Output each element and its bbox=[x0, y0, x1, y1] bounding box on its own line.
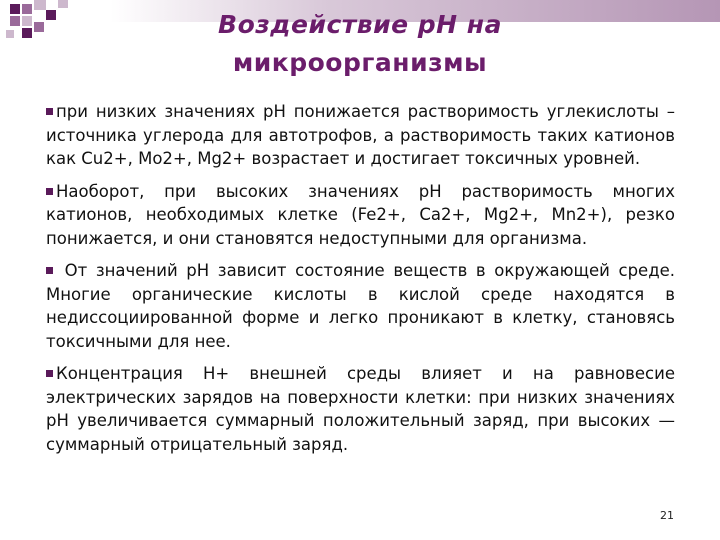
square-bullet-icon bbox=[46, 188, 53, 195]
paragraph-text: при низких значениях рН понижается растворимость углекислоты – источника углерода для автотрофов, а растворимость таких катионов как Cu2+, Mo2+, Mg2+ возрастает и достигает токсичных уровней. bbox=[46, 102, 675, 168]
bullet-paragraph bbox=[46, 100, 675, 171]
paragraph-text: Концентрация Н+ внешней среды влияет и на равновесие электрических зарядов на поверхности клетки: при низких значениях рН увеличивается суммарный положительный заряд, при высоких — суммарный отрицательный заряд. bbox=[46, 364, 675, 454]
square-bullet-icon bbox=[46, 108, 53, 115]
slide-title bbox=[0, 6, 720, 82]
bullet-paragraph bbox=[46, 259, 675, 353]
title-line-1: Воздействие рН на bbox=[218, 10, 502, 39]
square-bullet-icon bbox=[46, 370, 53, 377]
bullet-paragraph bbox=[46, 362, 675, 456]
page-number: 21 bbox=[660, 509, 674, 522]
title-line-2: микроорганизмы bbox=[232, 48, 488, 77]
bullet-list bbox=[46, 100, 675, 465]
bullet-paragraph bbox=[46, 180, 675, 251]
paragraph-text: От значений рН зависит состояние веществ в окружающей среде. Многие органические кислоты в кислой среде находятся в недиссоциированной форме и легко проникают в клетку, становясь токсичными для нее. bbox=[46, 261, 675, 351]
paragraph-text: Наоборот, при высоких значениях рН растворимость многих катионов, необходимых клетке (Fe2+, Ca2+, Mg2+, Mn2+), резко понижается, и они становятся недоступными для организма. bbox=[46, 181, 675, 248]
square-bullet-icon bbox=[46, 267, 53, 274]
